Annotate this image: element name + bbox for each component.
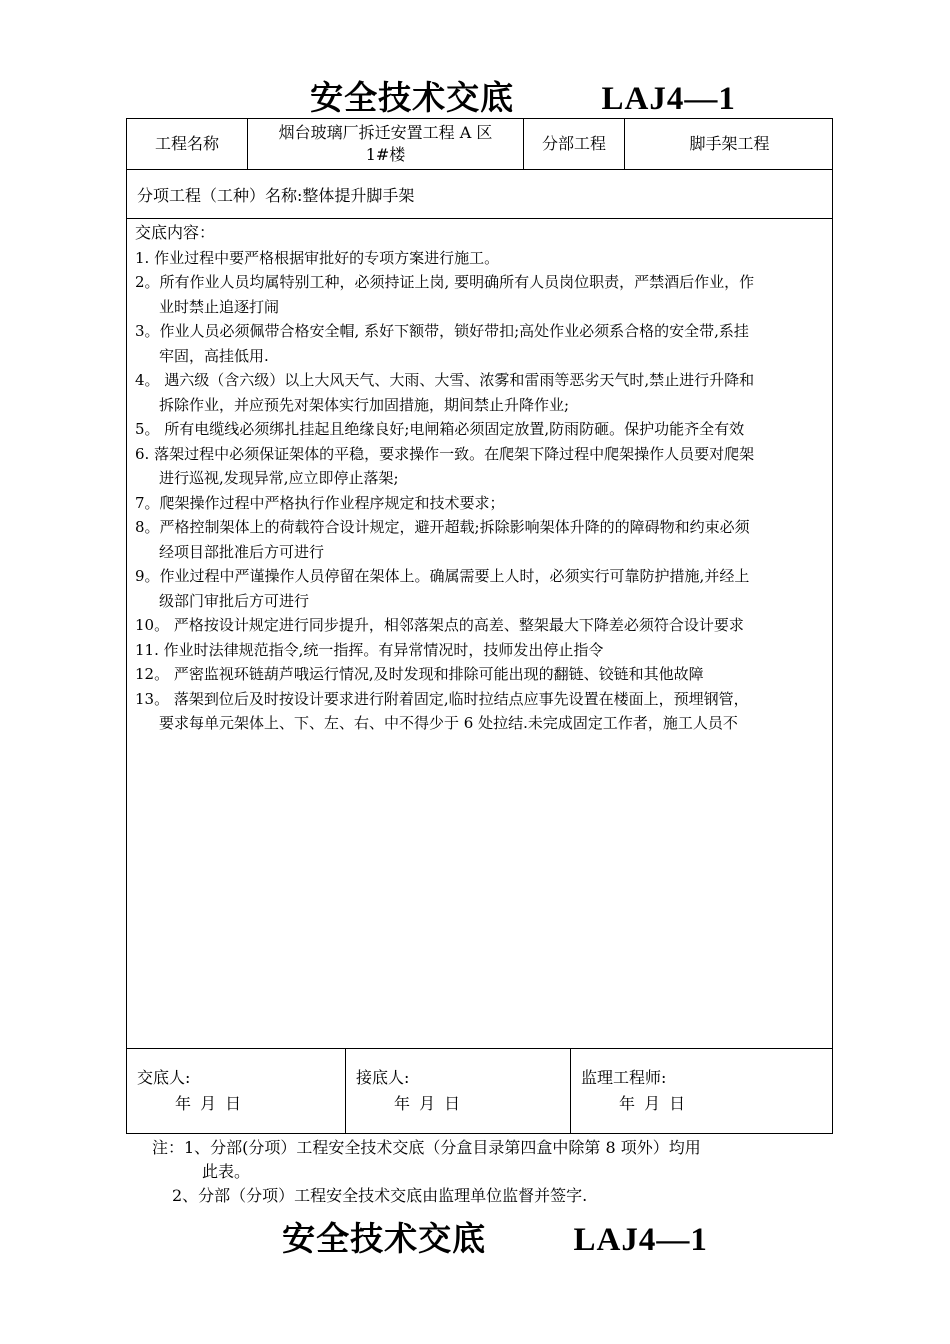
col-divider (570, 1048, 571, 1134)
row-divider (127, 169, 832, 170)
content-item-text: 9。作业过程中严谨操作人员停留在架体上。确属需要上人时，必须实行可靠防护措施,并经上 (135, 567, 750, 585)
content-item-text: 10。 严格按设计规定进行同步提升，相邻落架点的高差、整架最大下降差必须符合设计要求 (135, 616, 744, 634)
content-item (135, 368, 827, 417)
content-item-text: 12。 严密监视环链葫芦哦运行情况,及时发现和排除可能出现的翻链、铰链和其他故障 (135, 665, 704, 683)
content-item (135, 270, 827, 319)
discloser-label: 交底人: (137, 1068, 191, 1087)
content-item-text: 2。所有作业人员均属特别工种，必须持证上岗, 要明确所有人员岗位职责，严禁酒后作业，作 (135, 273, 755, 291)
content-item (135, 442, 827, 491)
content-item-text: 3。作业人员必须佩带合格安全帽, 系好下额带，锁好带扣;高处作业必须系合格的安全带,系挂 (135, 322, 749, 340)
discloser-date: 年 月 日 (175, 1094, 244, 1113)
content-items (135, 246, 827, 736)
content-item-text: 1. 作业过程中要严格根据审批好的专项方案进行施工。 (135, 248, 500, 267)
page-title-repeat (20, 1213, 950, 1260)
disclosure-table (126, 118, 833, 1134)
note-1-cont: 此表。 (202, 1162, 251, 1181)
content-label: 交底内容： (135, 223, 216, 242)
project-name-line1: 烟台玻璃厂拆迁安置工程 A 区 (278, 123, 493, 142)
title-text: 安全技术交底 (282, 1219, 487, 1258)
content-item (135, 662, 827, 687)
supervisor-signature (581, 1065, 687, 1117)
discloser-signature (137, 1065, 243, 1117)
content-item-text: 5。 所有电缆线必须绑扎挂起且绝缘良好;电闸箱必须固定放置,防雨防砸。保护功能齐全有效 (135, 420, 745, 438)
form-code: LAJ4—1 (573, 1222, 708, 1258)
supervisor-date: 年 月 日 (619, 1094, 688, 1113)
project-name-line2: 1#楼 (365, 145, 406, 164)
supervisor-label: 监理工程师: (581, 1068, 667, 1087)
disclosure-content (135, 221, 827, 736)
col-divider (345, 1048, 346, 1134)
content-item (135, 613, 827, 638)
receiver-signature (356, 1065, 462, 1117)
content-item-text: 8。严格控制架体上的荷载符合设计规定，避开超载;拆除影响架体升降的的障碍物和约束必须 (135, 518, 750, 536)
content-item-text: 11. 作业时法律规范指令,统一指挥。有异常情况时，技师发出停止指令 (135, 640, 604, 659)
project-name-value (248, 119, 523, 169)
receiver-label: 接底人: (356, 1068, 410, 1087)
content-item-text: 6. 落架过程中必须保证架体的平稳，要求操作一致。在爬架下降过程中爬架操作人员要对爬架 (135, 444, 755, 463)
content-item-continuation: 进行巡视,发现异常,应立即停止落架; (159, 469, 399, 487)
division-label: 分部工程 (541, 134, 606, 153)
content-item-continuation: 级部门审批后方可进行 (159, 591, 310, 610)
content-item (135, 515, 827, 564)
content-item-text: 7。爬架操作过程中严格执行作业程序规定和技术要求； (135, 493, 505, 512)
footnotes (152, 1136, 822, 1208)
page-title (48, 72, 950, 119)
content-item (135, 638, 827, 663)
content-item-continuation: 牢固，高挂低用. (159, 346, 269, 365)
content-item-continuation: 经项目部批准后方可进行 (159, 542, 325, 561)
content-item-continuation: 业时禁止追逐打闹 (159, 297, 280, 316)
content-item-continuation: 要求每单元架体上、下、左、右、中不得少于 6 处拉结.未完成固定工作者，施工人员不 (159, 714, 738, 732)
content-item-continuation: 拆除作业，并应预先对架体实行加固措施，期间禁止升降作业; (159, 395, 570, 414)
content-item (135, 417, 827, 442)
content-item (135, 319, 827, 368)
row-divider (127, 218, 832, 219)
content-item-text: 13。 落架到位后及时按设计要求进行附着固定,临时拉结点应事先设置在楼面上，预埋钢管， (135, 689, 749, 708)
content-item (135, 246, 827, 271)
project-name-label: 工程名称 (154, 134, 219, 153)
form-code: LAJ4—1 (601, 81, 736, 117)
note-1: 注：1、分部(分项）工程安全技术交底（分盒目录第四盒中除第 8 项外）均用 (152, 1138, 701, 1157)
division-value: 脚手架工程 (689, 134, 770, 153)
content-item (135, 687, 827, 736)
receiver-date: 年 月 日 (394, 1094, 463, 1113)
title-text: 安全技术交底 (310, 78, 515, 117)
note-2: 2、分部（分项）工程安全技术交底由监理单位监督并签字. (172, 1186, 588, 1205)
row-divider (127, 1048, 832, 1049)
content-item-text: 4。 遇六级（含六级）以上大风天气、大雨、大雪、浓雾和雷雨等恶劣天气时,禁止进行升降和 (135, 371, 755, 389)
content-item (135, 564, 827, 613)
content-item (135, 491, 827, 516)
subitem-name: 分项工程（工种）名称:整体提升脚手架 (137, 186, 415, 205)
